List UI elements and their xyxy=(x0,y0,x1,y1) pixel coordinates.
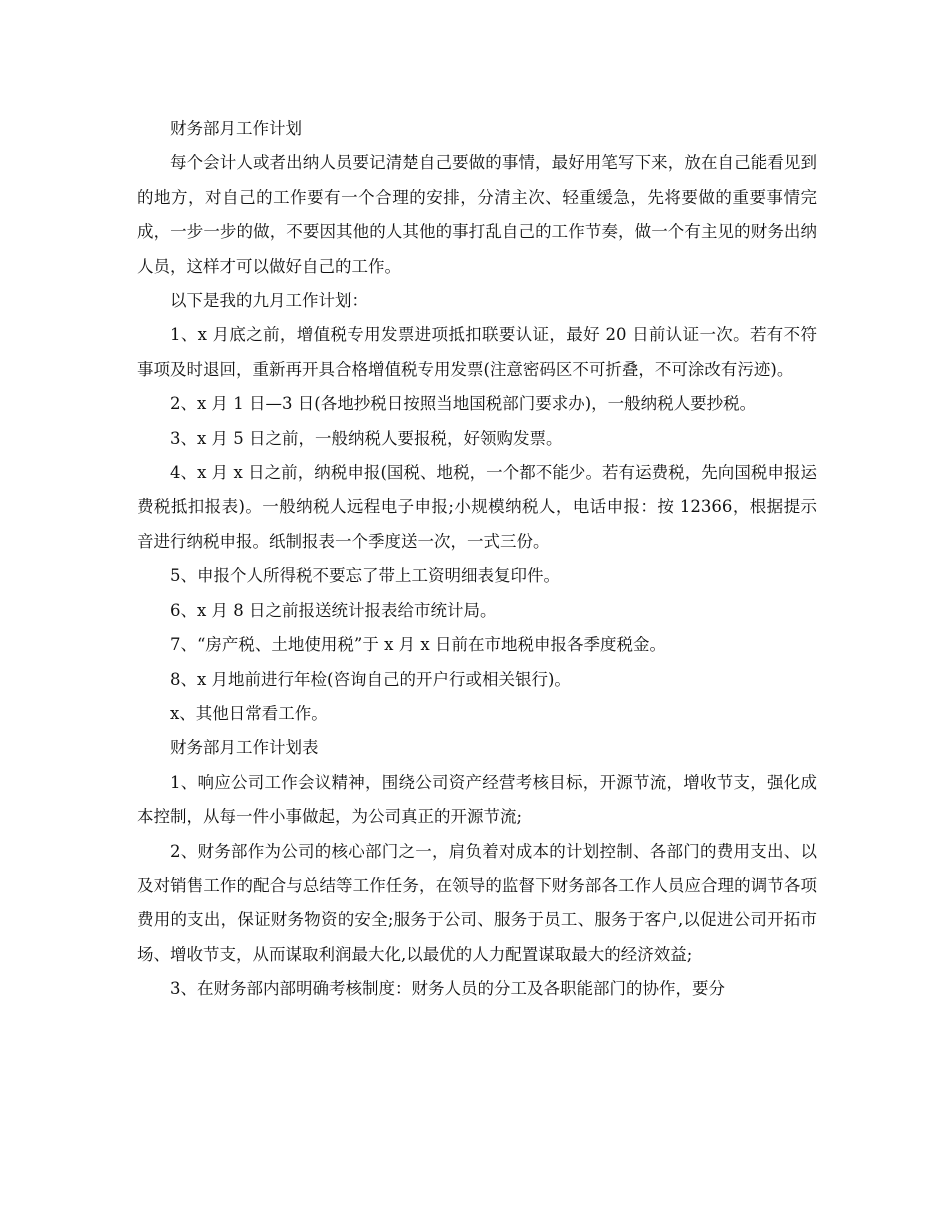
list-item: 2、财务部作为公司的核心部门之一，肩负着对成本的计划控制、各部门的费用支出、以及对销售工作的配合与总结等工作任务，在领导的监督下财务部各工作人员应合理的调节各项费用的支出，保证财务物资的安全;服务于公司、服务于员工、服务于客户,以促进公司开拓市场、增收节支，从而谋取利润最大化,以最优的人力配置谋取最大的经济效益; xyxy=(137,841,817,964)
section-title: 财务部月工作计划表 xyxy=(170,738,319,758)
list-item: 1、x 月底之前，增值税专用发票进项抵扣联要认证，最好 20 日前认证一次。若有不符事项及时退回，重新再开具合格增值税专用发票(注意密码区不可折叠，不可涂改有污迹)。 xyxy=(137,325,817,379)
list-item: x、其他日常看工作。 xyxy=(170,703,328,723)
list-item: 8、x 月地前进行年检(咨询自己的开户行或相关银行)。 xyxy=(170,669,571,689)
list-item: 3、x 月 5 日之前，一般纳税人要报税，好领购发票。 xyxy=(170,428,563,448)
paragraph: 每个会计人或者出纳人员要记清楚自己要做的事情，最好用笔写下来，放在自己能看见到的地方，对自己的工作要有一个合理的安排，分清主次、轻重缓急，先将要做的重要事情完成，一步一步的做，不要因其他的人其他的事打乱自己的工作节奏，做一个有主见的财务出纳人员，这样才可以做好自己的工作。 xyxy=(137,153,817,276)
list-item: 1、响应公司工作会议精神，围绕公司资产经营考核目标，开源节流，增收节支，强化成本控制，从每一件小事做起，为公司真正的开源节流; xyxy=(137,772,817,827)
list-item: 4、x 月 x 日之前，纳税申报(国税、地税，一个都不能少。若有运费税，先向国税申报运费税抵扣报表)。一般纳税人远程电子申报;小规模纳税人，电话申报：按 12366，根据提示音进行纳税申报。纸制报表一个季度送一次，一式三份。 xyxy=(137,463,817,551)
list-item: 3、在财务部内部明确考核制度：财务人员的分工及各职能部门的协作，要分 xyxy=(170,979,725,999)
document-body xyxy=(137,112,817,1007)
list-item: 6、x 月 8 日之前报送统计报表给市统计局。 xyxy=(170,600,497,620)
list-item: 2、x 月 1 日—3 日(各地抄税日按照当地国税部门要求办)，一般纳税人要抄税。 xyxy=(170,394,757,414)
paragraph: 以下是我的九月工作计划： xyxy=(170,291,368,311)
list-item: 7、“房产税、土地使用税”于 x 月 x 日前在市地税申报各季度税金。 xyxy=(170,635,666,655)
list-item: 5、申报个人所得税不要忘了带上工资明细表复印件。 xyxy=(170,566,560,586)
section-title: 财务部月工作计划 xyxy=(170,119,302,138)
